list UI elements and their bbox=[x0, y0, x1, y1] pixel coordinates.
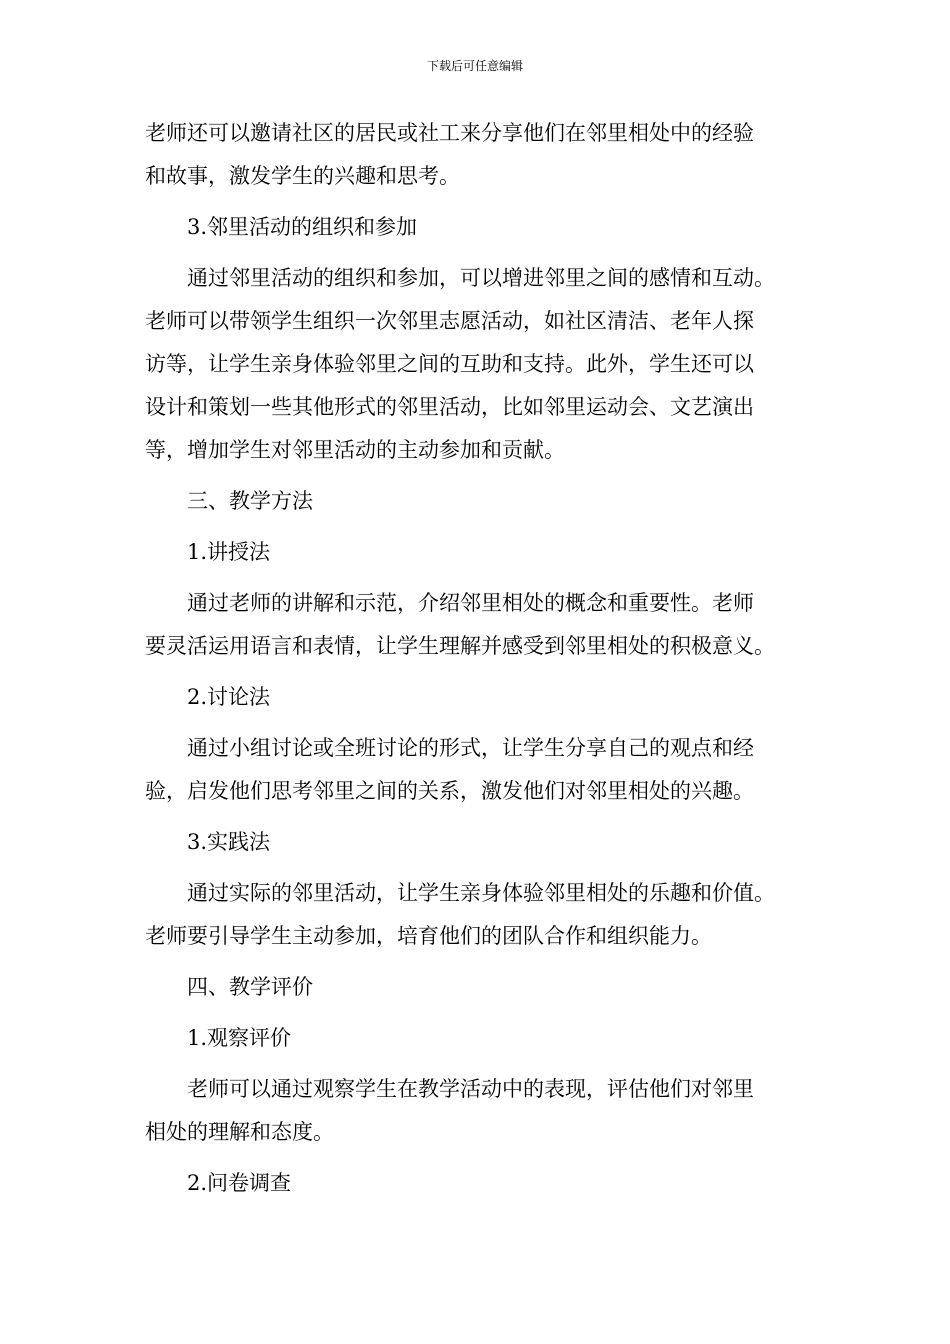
text-line: 相处的理解和态度。 bbox=[145, 1120, 334, 1144]
paragraph bbox=[145, 582, 813, 668]
text-line: 验，启发他们思考邻里之间的关系，激发他们对邻里相处的兴趣。 bbox=[145, 779, 754, 803]
heading-line: 2.讨论法 bbox=[187, 685, 271, 709]
section-heading bbox=[145, 1017, 813, 1060]
text-line: 等，增加学生对邻里活动的主动参加和贡献。 bbox=[145, 438, 565, 462]
paragraph bbox=[145, 1068, 813, 1154]
heading-line: 四、教学评价 bbox=[187, 975, 313, 999]
heading-line: 1.观察评价 bbox=[187, 1026, 292, 1050]
text-line: 通过邻里活动的组织和参加，可以增进邻里之间的感情和互动。 bbox=[187, 266, 775, 290]
text-line: 和故事，激发学生的兴趣和思考。 bbox=[145, 164, 460, 188]
heading-line: 三、教学方法 bbox=[187, 489, 313, 513]
heading-line: 3.实践法 bbox=[187, 830, 271, 854]
document-body bbox=[145, 112, 813, 1205]
section-heading bbox=[145, 966, 813, 1009]
text-line: 老师还可以邀请社区的居民或社工来分享他们在邻里相处中的经验 bbox=[145, 121, 754, 145]
text-line: 通过实际的邻里活动，让学生亲身体验邻里相处的乐趣和价值。 bbox=[187, 881, 775, 905]
section-heading bbox=[145, 206, 813, 249]
text-line: 通过老师的讲解和示范，介绍邻里相处的概念和重要性。老师 bbox=[187, 591, 754, 615]
text-line: 老师要引导学生主动参加，培育他们的团队合作和组织能力。 bbox=[145, 924, 712, 948]
text-line: 老师可以通过观察学生在教学活动中的表现，评估他们对邻里 bbox=[187, 1077, 754, 1101]
page-header: 下载后可任意编辑 bbox=[426, 59, 523, 73]
text-line: 要灵活运用语言和表情，让学生理解并感受到邻里相处的积极意义。 bbox=[145, 634, 775, 658]
section-heading bbox=[145, 531, 813, 574]
paragraph bbox=[145, 257, 813, 472]
paragraph bbox=[145, 727, 813, 813]
section-heading bbox=[145, 821, 813, 864]
section-heading bbox=[145, 676, 813, 719]
heading-line: 1.讲授法 bbox=[187, 540, 271, 564]
section-heading bbox=[145, 480, 813, 523]
section-heading bbox=[145, 1162, 813, 1205]
text-line: 访等，让学生亲身体验邻里之间的互助和支持。此外，学生还可以 bbox=[145, 352, 754, 376]
text-line: 通过小组讨论或全班讨论的形式，让学生分享自己的观点和经 bbox=[187, 736, 754, 760]
paragraph bbox=[145, 872, 813, 958]
text-line: 设计和策划一些其他形式的邻里活动，比如邻里运动会、文艺演出 bbox=[145, 395, 754, 419]
text-line: 老师可以带领学生组织一次邻里志愿活动，如社区清洁、老年人探 bbox=[145, 309, 754, 333]
heading-line: 3.邻里活动的组织和参加 bbox=[187, 215, 418, 239]
paragraph bbox=[145, 112, 813, 198]
heading-line: 2.问卷调查 bbox=[187, 1171, 292, 1195]
